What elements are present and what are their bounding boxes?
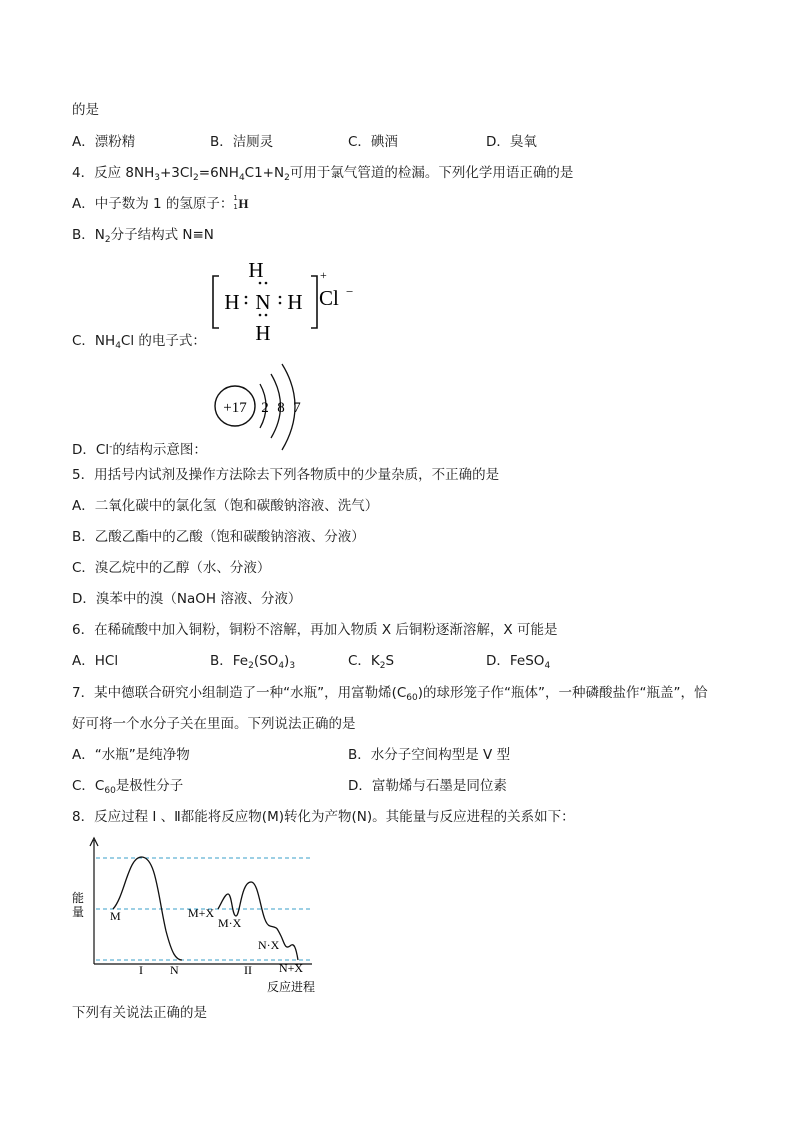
q5-option-a[interactable]: A．二氧化碳中的氯化氢（饱和碳酸钠溶液、洗气） bbox=[72, 498, 379, 514]
lewis-h-right: H bbox=[287, 290, 303, 314]
nh4cl-lewis-structure bbox=[205, 260, 365, 342]
q3-option-a[interactable]: A．漂粉精 bbox=[72, 134, 136, 150]
reaction-path-1 bbox=[113, 857, 182, 960]
q8-stem: 8．反应过程 Ⅰ 、Ⅱ都能将反应物(M)转化为产物(N)。其能量与反应进程的关系如下： bbox=[72, 809, 575, 825]
continued-question-text: 的是 bbox=[72, 102, 99, 118]
q3-option-b[interactable]: B．洁厕灵 bbox=[210, 134, 274, 150]
label-m-plus-x: M+X bbox=[188, 906, 215, 920]
label-n-dot-x: N·X bbox=[258, 938, 280, 952]
q6-stem: 6．在稀硫酸中加入铜粉，铜粉不溶解，再加入物质 X 后铜粉逐渐溶解，X 可能是 bbox=[72, 622, 558, 638]
q4-option-a[interactable]: A．中子数为 1 的氢原子： 1 1 H bbox=[72, 194, 249, 212]
q4-option-b[interactable]: B．$N_2$分子结构式 N≡N bbox=[72, 227, 214, 245]
lewis-plus-charge: + bbox=[320, 268, 327, 282]
shell-electrons-3: 7 bbox=[293, 400, 301, 416]
q6-option-d[interactable]: D．FeSO$_4$ bbox=[486, 653, 551, 671]
q7-option-c[interactable]: C．$C_{60}$是极性分子 bbox=[72, 778, 184, 796]
lewis-minus-charge: − bbox=[346, 284, 354, 299]
q3-option-c[interactable]: C．碘酒 bbox=[348, 134, 398, 150]
lewis-n: N bbox=[255, 290, 271, 314]
q7-option-d[interactable]: D．富勒烯与石墨是同位素 bbox=[348, 778, 507, 794]
q6-option-b[interactable]: B．$Fe_2(SO_4)_3$ bbox=[210, 653, 296, 671]
label-n-plus-x: N+X bbox=[279, 961, 304, 975]
shell-electrons-2: 8 bbox=[277, 400, 285, 416]
y-axis-label-1: 能 bbox=[72, 891, 85, 905]
label-path-2: II bbox=[244, 963, 252, 977]
q5-option-d[interactable]: D．溴苯中的溴（NaOH 溶液、分液） bbox=[72, 591, 302, 607]
x-axis-label: 反应进程 bbox=[267, 980, 316, 994]
label-m-dot-x: M·X bbox=[218, 916, 242, 930]
q7-stem-line1: 7．某中德联合研究小组制造了一种“水瓶”，用富勒烯$(C_{60})$的球形笼子作“瓶体”，一种磷酸盐作“瓶盖”，恰 bbox=[72, 685, 708, 703]
q5-option-b[interactable]: B．乙酸乙酯中的乙酸（饱和碳酸钠溶液、分液） bbox=[72, 529, 365, 545]
q7-option-a[interactable]: A．“水瓶”是纯净物 bbox=[72, 747, 190, 763]
q3-option-d[interactable]: D．臭氧 bbox=[486, 134, 537, 150]
q4-stem: 4．反应 $8NH_3+3Cl_2=6NH_4C1+N_2$可用于氯气管道的检漏。下列化学用语正确的是 bbox=[72, 165, 574, 183]
lewis-h-left: H bbox=[224, 290, 240, 314]
label-n: N bbox=[170, 963, 179, 977]
hydrogen-isotope-symbol: 1 1 H bbox=[233, 194, 249, 211]
q6-option-a[interactable]: A．HCl bbox=[72, 653, 119, 669]
q4-option-c[interactable]: C．$NH_4Cl$ 的电子式： bbox=[72, 333, 206, 351]
energy-profile-diagram bbox=[70, 836, 330, 998]
lewis-h-bottom: H bbox=[255, 321, 271, 342]
label-m: M bbox=[110, 909, 121, 923]
y-axis-label-2: 量 bbox=[72, 905, 85, 919]
q4-option-d[interactable]: D．Cl-的结构示意图： bbox=[72, 442, 207, 458]
q8-follow-up: 下列有关说法正确的是 bbox=[72, 1005, 207, 1021]
cl-ion-structure-diagram bbox=[208, 358, 318, 458]
shell-electrons-1: 2 bbox=[261, 400, 269, 416]
lewis-h-top: H bbox=[248, 260, 264, 282]
q7-stem-line2: 好可将一个水分子关在里面。下列说法正确的是 bbox=[72, 716, 356, 732]
lewis-cl: Cl bbox=[319, 286, 339, 310]
q6-option-c[interactable]: C．$K_2S$ bbox=[348, 653, 395, 671]
q5-stem: 5．用括号内试剂及操作方法除去下列各物质中的少量杂质，不正确的是 bbox=[72, 467, 500, 483]
q5-option-c[interactable]: C．溴乙烷中的乙醇（水、分液） bbox=[72, 560, 271, 576]
label-path-1: I bbox=[139, 963, 143, 977]
nucleus-charge: +17 bbox=[223, 400, 247, 416]
q7-option-b[interactable]: B．水分子空间构型是 V 型 bbox=[348, 747, 511, 763]
